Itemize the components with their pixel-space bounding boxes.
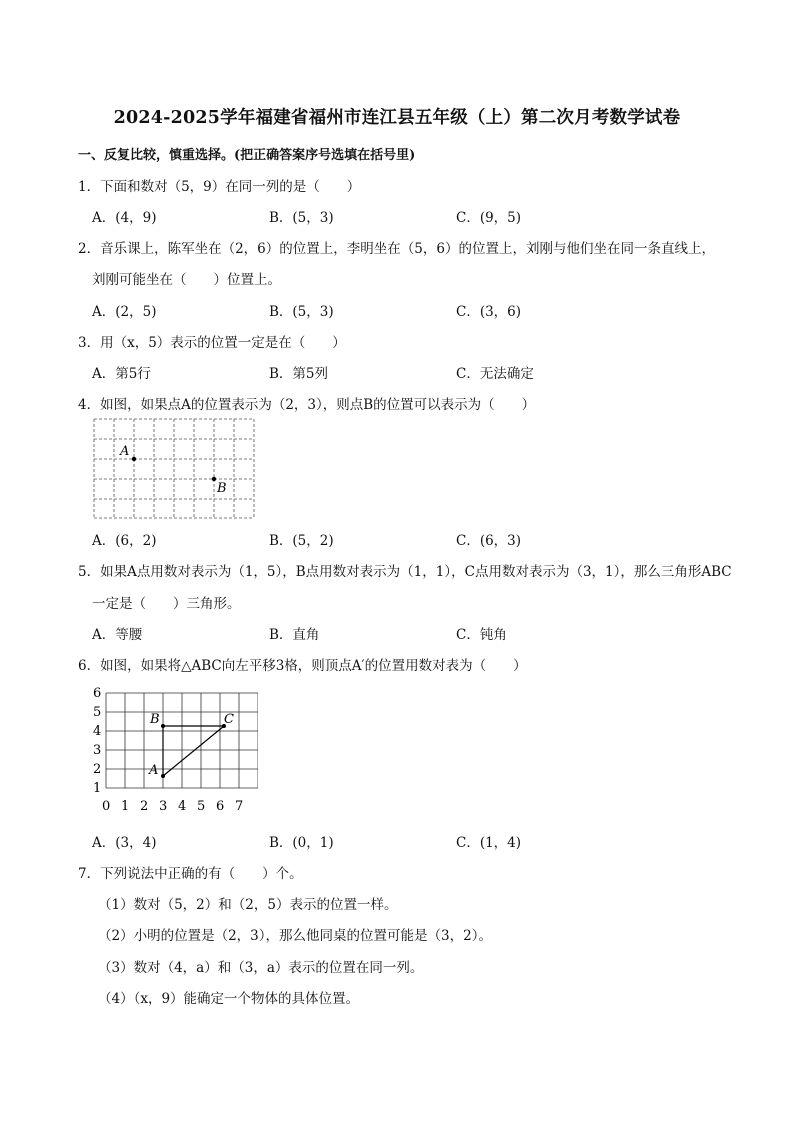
- y-tick-6: 6: [93, 686, 102, 701]
- q5-option-a[interactable]: A．等腰: [92, 627, 143, 643]
- q5-option-c[interactable]: C．钝角: [456, 627, 507, 643]
- q6-option-b[interactable]: B．(0，1): [269, 835, 334, 851]
- question-5-cont: 一定是（ ）三角形。: [92, 596, 241, 612]
- y-tick-3: 3: [93, 743, 102, 758]
- question-5: 5．如果A点用数对表示为（1，5），B点用数对表示为（1，1），C点用数对表示为（3，1），那么三角形ABC: [78, 564, 732, 580]
- x-tick-1: 1: [121, 799, 130, 814]
- x-tick-7: 7: [235, 799, 244, 814]
- question-3: 3．用（x，5）表示的位置一定是在（ ）: [78, 335, 346, 351]
- point-b: [161, 724, 165, 728]
- point-a: [132, 457, 136, 461]
- y-tick-5: 5: [93, 705, 102, 720]
- q5-option-b[interactable]: B．直角: [269, 627, 320, 643]
- question-2-cont: 刘刚可能坐在（ ）位置上。: [92, 272, 281, 288]
- q2-option-c[interactable]: C．(3，6): [456, 304, 522, 320]
- x-tick-2: 2: [140, 799, 149, 814]
- q4-option-c[interactable]: C．(6，3): [456, 533, 522, 549]
- q2-option-b[interactable]: B．(5，3): [269, 304, 334, 320]
- label-a: A: [149, 763, 159, 778]
- label-b: B: [217, 481, 227, 496]
- q4-option-b[interactable]: B．(5，2): [269, 533, 334, 549]
- x-tick-4: 4: [178, 799, 187, 814]
- label-b: B: [150, 712, 160, 727]
- page-title: 2024-2025学年福建省福州市连江县五年级（上）第二次月考数学试卷: [113, 108, 681, 128]
- q3-option-a[interactable]: A．第5行: [92, 366, 151, 382]
- figure-4-grid: [93, 418, 257, 520]
- q6-option-c[interactable]: C．(1，4): [456, 835, 522, 851]
- question-7: 7．下列说法中正确的有（ ）个。: [78, 866, 303, 882]
- q1-option-b[interactable]: B．(5，3): [269, 210, 334, 226]
- q2-option-a[interactable]: A．(2，5): [92, 304, 157, 320]
- question-1: 1．下面和数对（5，9）在同一列的是（ ）: [78, 179, 361, 195]
- y-tick-1: 1: [93, 781, 102, 796]
- q6-option-a[interactable]: A．(3，4): [92, 835, 157, 851]
- question-2: 2．音乐课上，陈军坐在（2，6）的位置上，李明坐在（5，6）的位置上，刘刚与他们坐在同一条直线上，: [78, 241, 715, 257]
- x-tick-5: 5: [197, 799, 206, 814]
- q1-option-c[interactable]: C．(9，5): [456, 210, 522, 226]
- q3-option-b[interactable]: B．第5列: [269, 366, 329, 382]
- question-6: 6．如图，如果将△ABC向左平移3格，则顶点A′的位置用数对表为（ ）: [78, 658, 527, 674]
- q4-option-a[interactable]: A．(6，2): [92, 533, 157, 549]
- x-tick-6: 6: [216, 799, 225, 814]
- question-4: 4．如图，如果点A的位置表示为（2，3），则点B的位置可以表示为（ ）: [78, 397, 536, 413]
- q7-statement-3: （3）数对（4，a）和（3，a）表示的位置在同一列。: [98, 960, 424, 976]
- y-tick-4: 4: [93, 724, 102, 739]
- q7-statement-1: （1）数对（5，2）和（2，5）表示的位置一样。: [98, 897, 398, 913]
- q3-option-c[interactable]: C．无法确定: [456, 366, 534, 382]
- x-tick-0: 0: [102, 799, 111, 814]
- label-c: C: [224, 712, 234, 727]
- q1-option-a[interactable]: A．(4，9): [92, 210, 157, 226]
- x-tick-3: 3: [159, 799, 168, 814]
- q7-statement-4: （4）（x，9）能确定一个物体的具体位置。: [98, 991, 360, 1007]
- point-a: [161, 774, 165, 778]
- q7-statement-2: （2）小明的位置是（2，3），那么他同桌的位置可能是（3，2）。: [98, 928, 492, 944]
- figure-6-grid: [88, 683, 258, 815]
- point-b: [212, 477, 216, 481]
- section-heading: 一、反复比较，慎重选择。(把正确答案序号选填在括号里): [78, 148, 416, 163]
- y-tick-2: 2: [93, 762, 102, 777]
- label-a: A: [120, 444, 130, 459]
